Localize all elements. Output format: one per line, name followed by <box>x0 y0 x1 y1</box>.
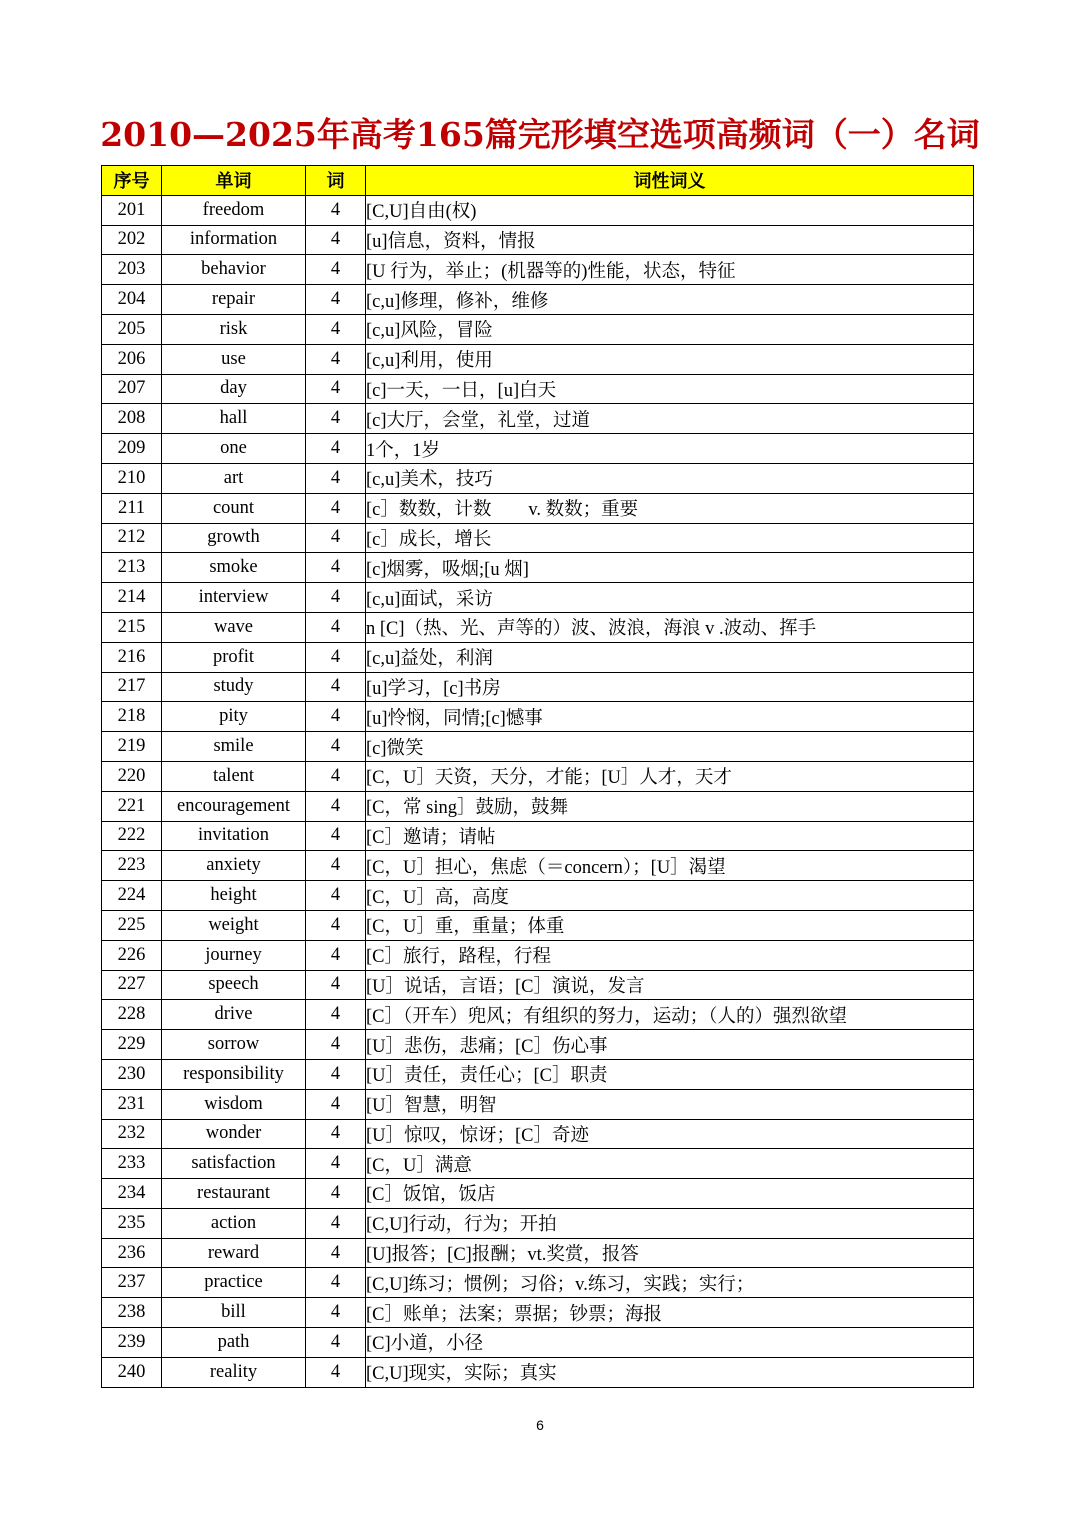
row-word: bill <box>162 1298 306 1328</box>
row-word: hall <box>162 404 306 434</box>
row-frequency: 4 <box>306 672 366 702</box>
row-number: 237 <box>102 1268 162 1298</box>
row-frequency: 4 <box>306 851 366 881</box>
row-frequency: 4 <box>306 463 366 493</box>
row-word: weight <box>162 910 306 940</box>
row-frequency: 4 <box>306 1149 366 1179</box>
row-frequency: 4 <box>306 642 366 672</box>
row-frequency: 4 <box>306 255 366 285</box>
row-word: wisdom <box>162 1089 306 1119</box>
table-row <box>102 970 974 1000</box>
header-definition: 词性词义 <box>366 166 974 196</box>
row-number: 238 <box>102 1298 162 1328</box>
row-frequency: 4 <box>306 1208 366 1238</box>
table-header-row <box>102 166 974 196</box>
row-definition: [C,U]行动，行为；开拍 <box>366 1208 974 1238</box>
row-frequency: 4 <box>306 910 366 940</box>
row-number: 239 <box>102 1328 162 1358</box>
row-definition: [u]怜悯，同情;[c]憾事 <box>366 702 974 732</box>
row-number: 208 <box>102 404 162 434</box>
table-row <box>102 672 974 702</box>
row-number: 209 <box>102 434 162 464</box>
row-definition: [c］数数，计数 v. 数数；重要 <box>366 493 974 523</box>
row-word: freedom <box>162 195 306 225</box>
row-word: responsibility <box>162 1059 306 1089</box>
row-definition: [C］（开车）兜风；有组织的努力，运动；（人的）强烈欲望 <box>366 1000 974 1030</box>
row-definition: [C，U］重，重量；体重 <box>366 910 974 940</box>
row-definition: [U］责任，责任心；[C］职责 <box>366 1059 974 1089</box>
row-definition: [C］饭馆，饭店 <box>366 1179 974 1209</box>
row-word: wave <box>162 612 306 642</box>
header-frequency: 词 <box>306 166 366 196</box>
row-frequency: 4 <box>306 1000 366 1030</box>
row-word: height <box>162 881 306 911</box>
row-number: 204 <box>102 285 162 315</box>
row-word: restaurant <box>162 1179 306 1209</box>
row-definition: [c]大厅，会堂，礼堂，过道 <box>366 404 974 434</box>
row-word: practice <box>162 1268 306 1298</box>
header-word: 单词 <box>162 166 306 196</box>
row-frequency: 4 <box>306 285 366 315</box>
row-frequency: 4 <box>306 583 366 613</box>
row-number: 215 <box>102 612 162 642</box>
table-body <box>102 195 974 1387</box>
row-definition: [C］邀请；请帖 <box>366 821 974 851</box>
row-frequency: 4 <box>306 1328 366 1358</box>
table-row <box>102 910 974 940</box>
row-word: satisfaction <box>162 1149 306 1179</box>
row-word: interview <box>162 583 306 613</box>
row-definition: n [C]（热、光、声等的）波、波浪，海浪 v .波动、挥手 <box>366 612 974 642</box>
row-definition: [U］悲伤，悲痛；[C］伤心事 <box>366 1030 974 1060</box>
row-definition: [C，常 sing］鼓励，鼓舞 <box>366 791 974 821</box>
row-definition: [C，U］天资，天分，才能；[U］人才，天才 <box>366 761 974 791</box>
row-number: 205 <box>102 314 162 344</box>
table-row <box>102 404 974 434</box>
table-row <box>102 851 974 881</box>
row-word: anxiety <box>162 851 306 881</box>
row-number: 220 <box>102 761 162 791</box>
row-word: invitation <box>162 821 306 851</box>
row-number: 226 <box>102 940 162 970</box>
row-definition: [c]烟雾，吸烟;[u 烟] <box>366 553 974 583</box>
row-number: 232 <box>102 1119 162 1149</box>
row-definition: [c,u]美术，技巧 <box>366 463 974 493</box>
table-row <box>102 434 974 464</box>
row-frequency: 4 <box>306 881 366 911</box>
row-number: 216 <box>102 642 162 672</box>
row-definition: [C，U］高，高度 <box>366 881 974 911</box>
row-frequency: 4 <box>306 970 366 1000</box>
row-word: reward <box>162 1238 306 1268</box>
table-row <box>102 225 974 255</box>
table-row <box>102 255 974 285</box>
row-number: 231 <box>102 1089 162 1119</box>
row-number: 212 <box>102 523 162 553</box>
table-row <box>102 1328 974 1358</box>
row-number: 221 <box>102 791 162 821</box>
table-row <box>102 1089 974 1119</box>
row-frequency: 4 <box>306 1030 366 1060</box>
row-frequency: 4 <box>306 1268 366 1298</box>
table-row <box>102 1149 974 1179</box>
table-row <box>102 344 974 374</box>
row-definition: [C，U］满意 <box>366 1149 974 1179</box>
table-row <box>102 702 974 732</box>
row-word: encouragement <box>162 791 306 821</box>
row-word: wonder <box>162 1119 306 1149</box>
row-frequency: 4 <box>306 1238 366 1268</box>
table-row <box>102 523 974 553</box>
row-definition: [c,u]益处，利润 <box>366 642 974 672</box>
table-row <box>102 1298 974 1328</box>
table-row <box>102 732 974 762</box>
row-word: behavior <box>162 255 306 285</box>
row-frequency: 4 <box>306 1357 366 1387</box>
page-title: 2010—2025年高考165篇完形填空选项高频词（一）名词 <box>100 115 980 154</box>
row-word: study <box>162 672 306 702</box>
row-word: talent <box>162 761 306 791</box>
row-definition: [C]小道，小径 <box>366 1328 974 1358</box>
row-definition: [c,u]风险，冒险 <box>366 314 974 344</box>
row-definition: [u]学习，[c]书房 <box>366 672 974 702</box>
table-row <box>102 553 974 583</box>
header-number: 序号 <box>102 166 162 196</box>
row-frequency: 4 <box>306 612 366 642</box>
row-word: use <box>162 344 306 374</box>
row-number: 207 <box>102 374 162 404</box>
row-word: sorrow <box>162 1030 306 1060</box>
row-word: day <box>162 374 306 404</box>
row-definition: [C,U]现实，实际；真实 <box>366 1357 974 1387</box>
row-word: profit <box>162 642 306 672</box>
row-number: 234 <box>102 1179 162 1209</box>
row-frequency: 4 <box>306 1298 366 1328</box>
table-row <box>102 791 974 821</box>
table-row <box>102 642 974 672</box>
row-word: path <box>162 1328 306 1358</box>
row-frequency: 4 <box>306 791 366 821</box>
row-word: smile <box>162 732 306 762</box>
row-frequency: 4 <box>306 1089 366 1119</box>
row-frequency: 4 <box>306 195 366 225</box>
row-definition: [c］成长，增长 <box>366 523 974 553</box>
row-word: pity <box>162 702 306 732</box>
table-row <box>102 314 974 344</box>
table-row <box>102 583 974 613</box>
table-row <box>102 1357 974 1387</box>
row-definition: [C,U]练习；惯例；习俗；v.练习，实践；实行； <box>366 1268 974 1298</box>
row-number: 228 <box>102 1000 162 1030</box>
row-number: 229 <box>102 1030 162 1060</box>
row-frequency: 4 <box>306 821 366 851</box>
table-row <box>102 463 974 493</box>
row-frequency: 4 <box>306 523 366 553</box>
row-number: 235 <box>102 1208 162 1238</box>
table-row <box>102 1238 974 1268</box>
row-word: art <box>162 463 306 493</box>
row-definition: [C］账单；法案；票据；钞票；海报 <box>366 1298 974 1328</box>
table-row <box>102 1179 974 1209</box>
row-word: speech <box>162 970 306 1000</box>
row-definition: [U］说话，言语；[C］演说，发言 <box>366 970 974 1000</box>
row-frequency: 4 <box>306 761 366 791</box>
vocabulary-table <box>101 165 974 1388</box>
row-frequency: 4 <box>306 314 366 344</box>
row-definition: [c]一天，一日，[u]白天 <box>366 374 974 404</box>
row-frequency: 4 <box>306 732 366 762</box>
row-frequency: 4 <box>306 702 366 732</box>
row-number: 211 <box>102 493 162 523</box>
row-definition: [u]信息，资料，情报 <box>366 225 974 255</box>
row-number: 213 <box>102 553 162 583</box>
row-number: 230 <box>102 1059 162 1089</box>
row-frequency: 4 <box>306 493 366 523</box>
row-frequency: 4 <box>306 225 366 255</box>
row-frequency: 4 <box>306 374 366 404</box>
row-frequency: 4 <box>306 553 366 583</box>
row-definition: [c]微笑 <box>366 732 974 762</box>
row-number: 233 <box>102 1149 162 1179</box>
table-row <box>102 1059 974 1089</box>
table-row <box>102 761 974 791</box>
row-frequency: 4 <box>306 344 366 374</box>
row-number: 214 <box>102 583 162 613</box>
row-word: risk <box>162 314 306 344</box>
row-definition: [c,u]修理，修补，维修 <box>366 285 974 315</box>
row-definition: [U］智慧，明智 <box>366 1089 974 1119</box>
table-row <box>102 1119 974 1149</box>
row-word: count <box>162 493 306 523</box>
row-number: 227 <box>102 970 162 1000</box>
table-row <box>102 374 974 404</box>
row-word: journey <box>162 940 306 970</box>
row-number: 224 <box>102 881 162 911</box>
row-number: 240 <box>102 1357 162 1387</box>
row-word: reality <box>162 1357 306 1387</box>
row-number: 223 <box>102 851 162 881</box>
row-word: growth <box>162 523 306 553</box>
row-definition: [U］惊叹，惊讶；[C］奇迹 <box>366 1119 974 1149</box>
row-definition: [U 行为，举止；(机器等的)性能，状态，特征 <box>366 255 974 285</box>
row-number: 206 <box>102 344 162 374</box>
row-definition: [C，U］担心，焦虑（＝concern）；[U］渴望 <box>366 851 974 881</box>
page-number: 6 <box>536 1417 544 1433</box>
row-number: 225 <box>102 910 162 940</box>
row-definition: [C,U]自由(权) <box>366 195 974 225</box>
row-frequency: 4 <box>306 940 366 970</box>
table-row <box>102 1208 974 1238</box>
table-row <box>102 612 974 642</box>
row-definition: 1个，1岁 <box>366 434 974 464</box>
row-word: action <box>162 1208 306 1238</box>
table-row <box>102 195 974 225</box>
table-row <box>102 821 974 851</box>
row-number: 202 <box>102 225 162 255</box>
table-row <box>102 1268 974 1298</box>
row-definition: [c,u]面试，采访 <box>366 583 974 613</box>
row-frequency: 4 <box>306 434 366 464</box>
row-word: repair <box>162 285 306 315</box>
row-word: one <box>162 434 306 464</box>
row-number: 201 <box>102 195 162 225</box>
table-row <box>102 285 974 315</box>
table-row <box>102 940 974 970</box>
row-frequency: 4 <box>306 1059 366 1089</box>
row-number: 222 <box>102 821 162 851</box>
table-row <box>102 1030 974 1060</box>
table-row <box>102 493 974 523</box>
row-frequency: 4 <box>306 1119 366 1149</box>
row-number: 236 <box>102 1238 162 1268</box>
row-number: 218 <box>102 702 162 732</box>
row-frequency: 4 <box>306 404 366 434</box>
row-number: 219 <box>102 732 162 762</box>
table-row <box>102 881 974 911</box>
row-number: 217 <box>102 672 162 702</box>
row-word: information <box>162 225 306 255</box>
table-row <box>102 1000 974 1030</box>
row-word: smoke <box>162 553 306 583</box>
row-frequency: 4 <box>306 1179 366 1209</box>
row-number: 203 <box>102 255 162 285</box>
row-definition: [c,u]利用，使用 <box>366 344 974 374</box>
row-number: 210 <box>102 463 162 493</box>
row-definition: [C］旅行，路程，行程 <box>366 940 974 970</box>
row-word: drive <box>162 1000 306 1030</box>
row-definition: [U]报答；[C]报酬；vt.奖赏，报答 <box>366 1238 974 1268</box>
